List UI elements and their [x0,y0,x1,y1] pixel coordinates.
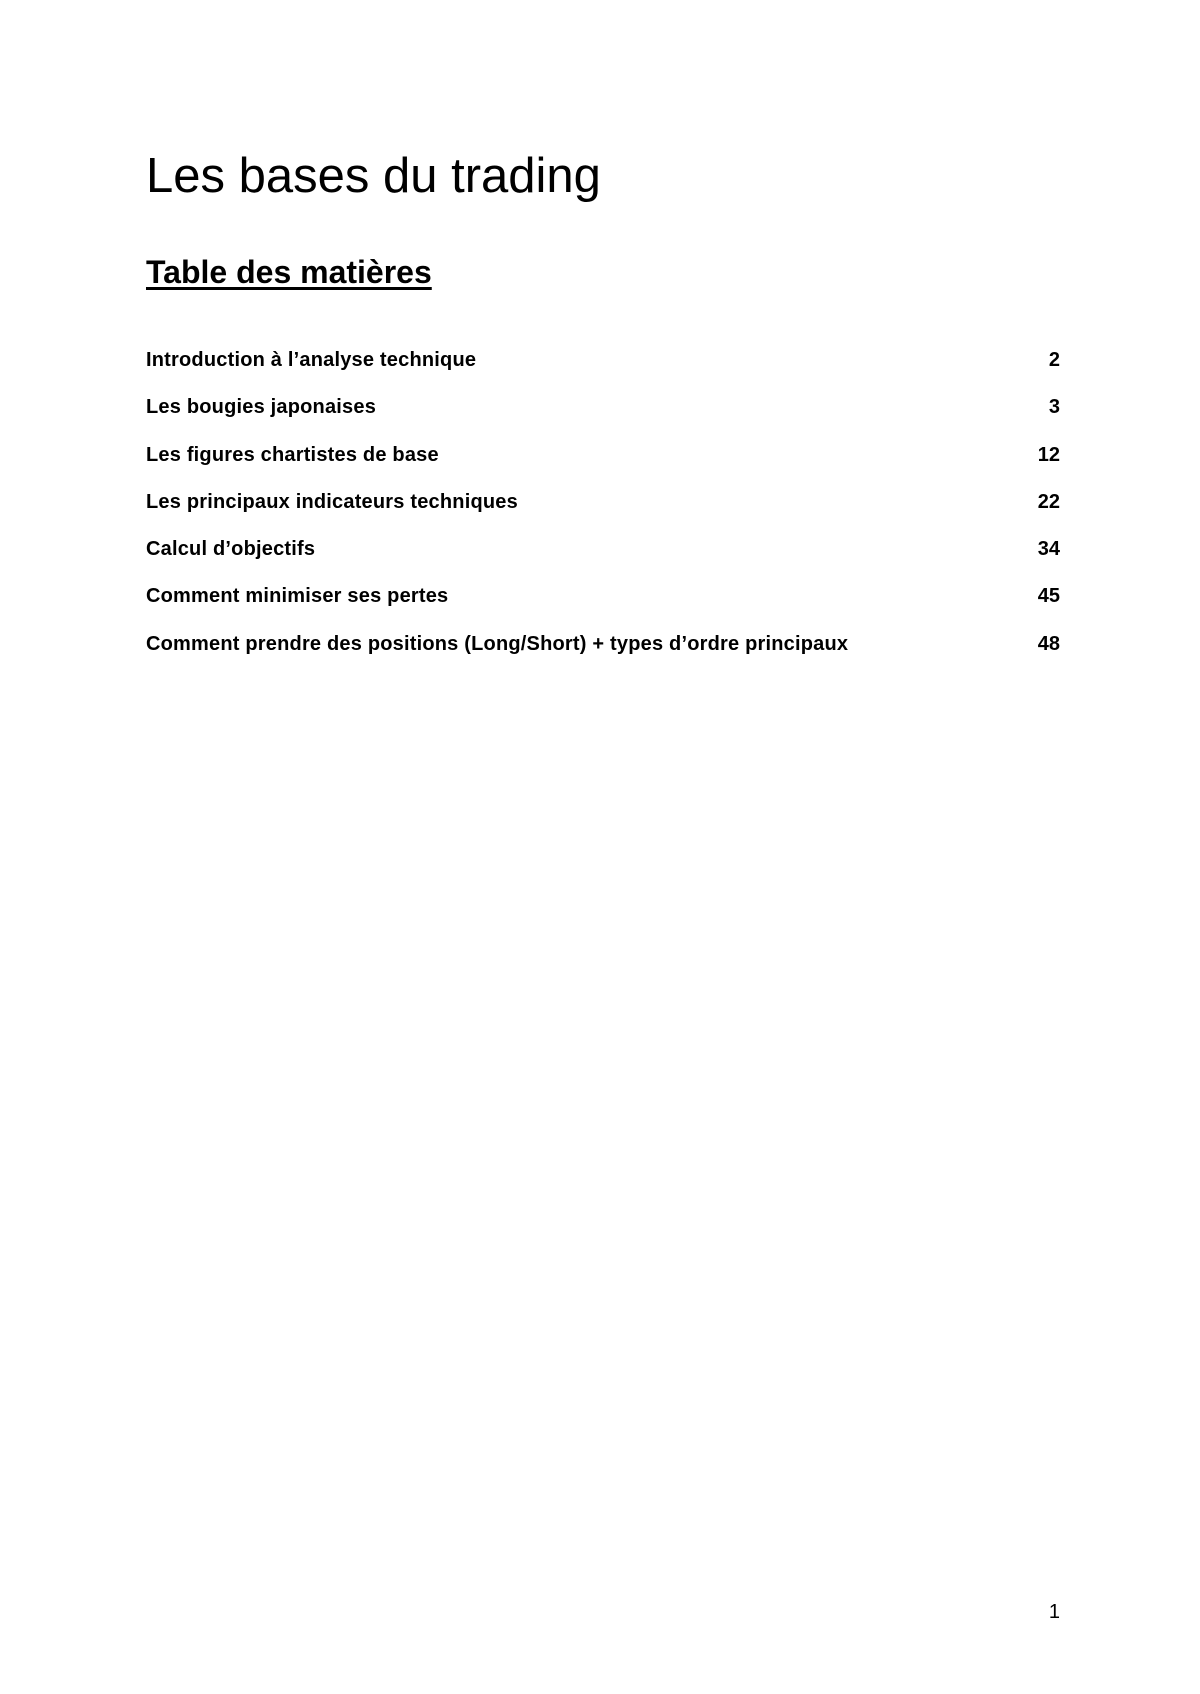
toc-heading: Table des matières [146,254,432,290]
toc-entry-label: Introduction à l’analyse technique [146,349,477,371]
toc-entry-bougies[interactable] [146,393,1060,440]
table-of-contents [146,346,1060,677]
toc-entry-label: Comment prendre des positions (Long/Short) + types d’ordre principaux [146,632,849,655]
document-title: Les bases du trading [146,149,601,203]
toc-entry-page: 34 [1037,538,1060,561]
toc-entry-page: 2 [1048,349,1060,371]
toc-entry-indicateurs[interactable] [146,488,1060,535]
toc-entry-introduction[interactable] [146,346,1060,393]
toc-entry-page: 3 [1048,396,1060,419]
toc-entry-label: Calcul d’objectifs [146,538,316,561]
toc-entry-positions[interactable] [146,630,1060,677]
toc-entry-page: 48 [1037,632,1060,655]
page-number: 1 [1048,1601,1060,1623]
toc-entry-label: Comment minimiser ses pertes [146,585,449,608]
toc-entry-page: 12 [1037,443,1060,466]
toc-entry-page: 45 [1037,585,1060,608]
toc-entry-page: 22 [1037,490,1060,513]
toc-entry-pertes[interactable] [146,582,1060,629]
toc-entry-objectifs[interactable] [146,535,1060,582]
toc-entry-label: Les principaux indicateurs techniques [146,490,518,513]
toc-entry-figures[interactable] [146,441,1060,488]
toc-entry-label: Les bougies japonaises [146,396,377,419]
toc-entry-label: Les figures chartistes de base [146,443,439,466]
